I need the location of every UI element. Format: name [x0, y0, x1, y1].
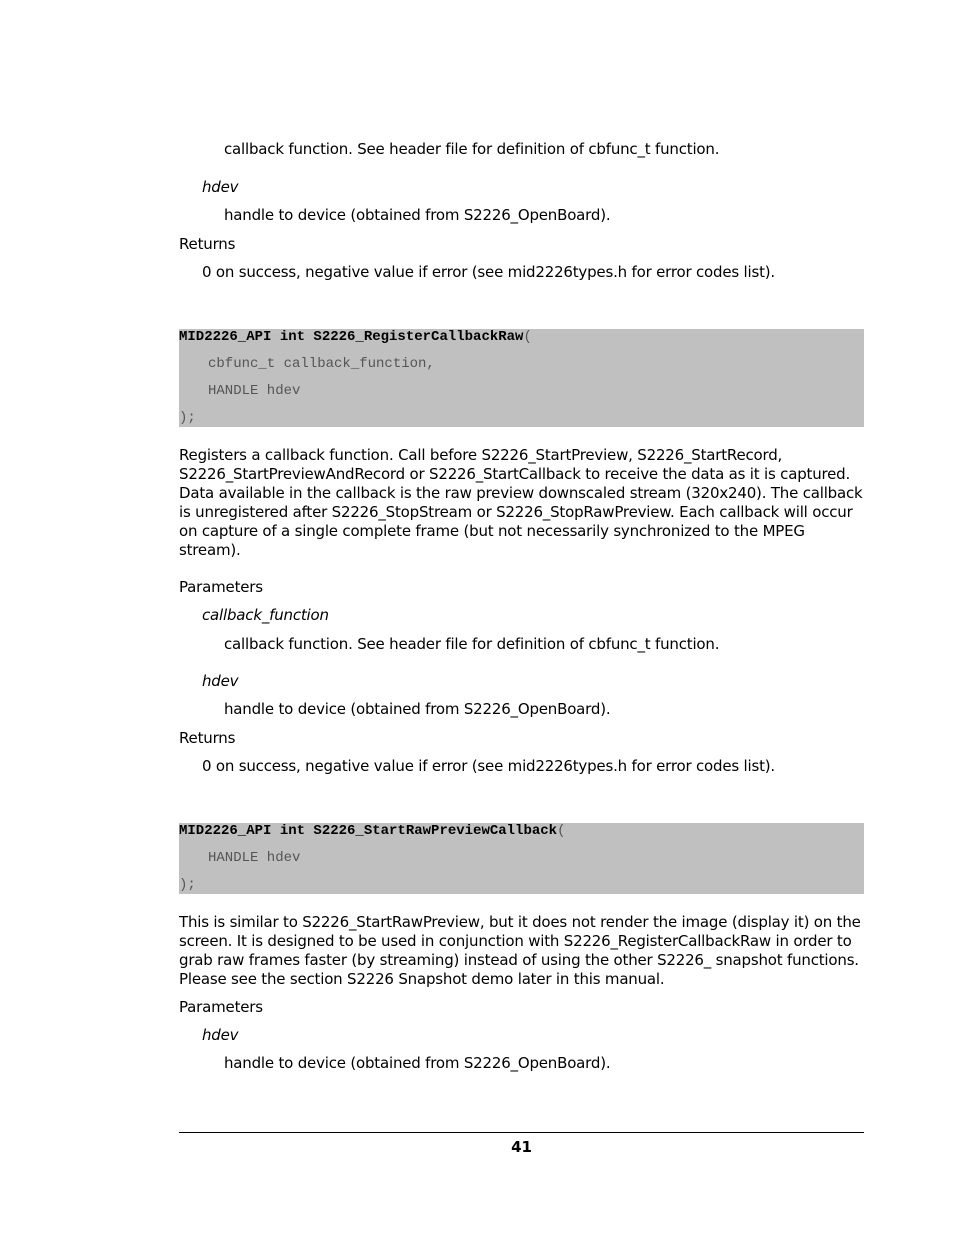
param-callback-function-description: callback function. See header file for definition of cbfunc_t function. [224, 635, 720, 653]
param-name-hdev: hdev [202, 672, 239, 690]
code-close-paren: ); [179, 410, 196, 426]
param-hdev-description: handle to device (obtained from S2226_OpenBoard). [224, 700, 611, 718]
code-block-register-callback-raw [179, 329, 864, 427]
footer-rule [179, 1132, 864, 1133]
code-close-paren: ); [179, 877, 196, 893]
returns-description: 0 on success, negative value if error (see mid2226types.h for error codes list). [202, 757, 775, 775]
parameters-heading: Parameters [179, 578, 263, 596]
returns-heading: Returns [179, 235, 236, 253]
hdev-description: handle to device (obtained from S2226_OpenBoard). [224, 206, 611, 224]
param-name-hdev: hdev [202, 178, 239, 196]
code-arg-hdev: HANDLE hdev [208, 383, 301, 399]
register-callback-raw-description: Registers a callback function. Call before S2226_StartPreview, S2226_StartRecord, S2226_StartPreviewAndRecord or S2226_StartCallback to receive the data as it is captured. Data available in the callback is the raw preview downscaled stream (320x240). The callback is unregistered after S2226_StopStream or S2226_StopRawPreview. Each callback will occur on capture of a single complete frame (but not necessarily synchronized to the MPEG stream). [179, 446, 863, 559]
returns-heading: Returns [179, 729, 236, 747]
code-block-start-raw-preview-callback [179, 823, 864, 894]
start-raw-preview-callback-description: This is similar to S2226_StartRawPreview, but it does not render the image (display it) on the screen. It is designed to be used in conjunction with S2226_RegisterCallbackRaw in order to grab raw frames faster (by streaming) instead of using the other S2226_ snapshot functions. Please see the section S2226 Snapshot demo later in this manual. [179, 913, 861, 988]
function-signature: MID2226_API int S2226_StartRawPreviewCallback( [179, 823, 566, 839]
param-name-hdev: hdev [202, 1026, 239, 1044]
parameters-heading: Parameters [179, 998, 263, 1016]
param-name-callback-function: callback_function [202, 606, 329, 624]
returns-description: 0 on success, negative value if error (see mid2226types.h for error codes list). [202, 263, 775, 281]
param-hdev-description: handle to device (obtained from S2226_OpenBoard). [224, 1054, 611, 1072]
code-arg-callback-function: cbfunc_t callback_function, [208, 356, 435, 372]
page-number: 41 [511, 1138, 532, 1156]
code-arg-hdev: HANDLE hdev [208, 850, 301, 866]
callback-function-description: callback function. See header file for definition of cbfunc_t function. [224, 140, 720, 158]
function-signature: MID2226_API int S2226_RegisterCallbackRaw( [179, 329, 532, 345]
